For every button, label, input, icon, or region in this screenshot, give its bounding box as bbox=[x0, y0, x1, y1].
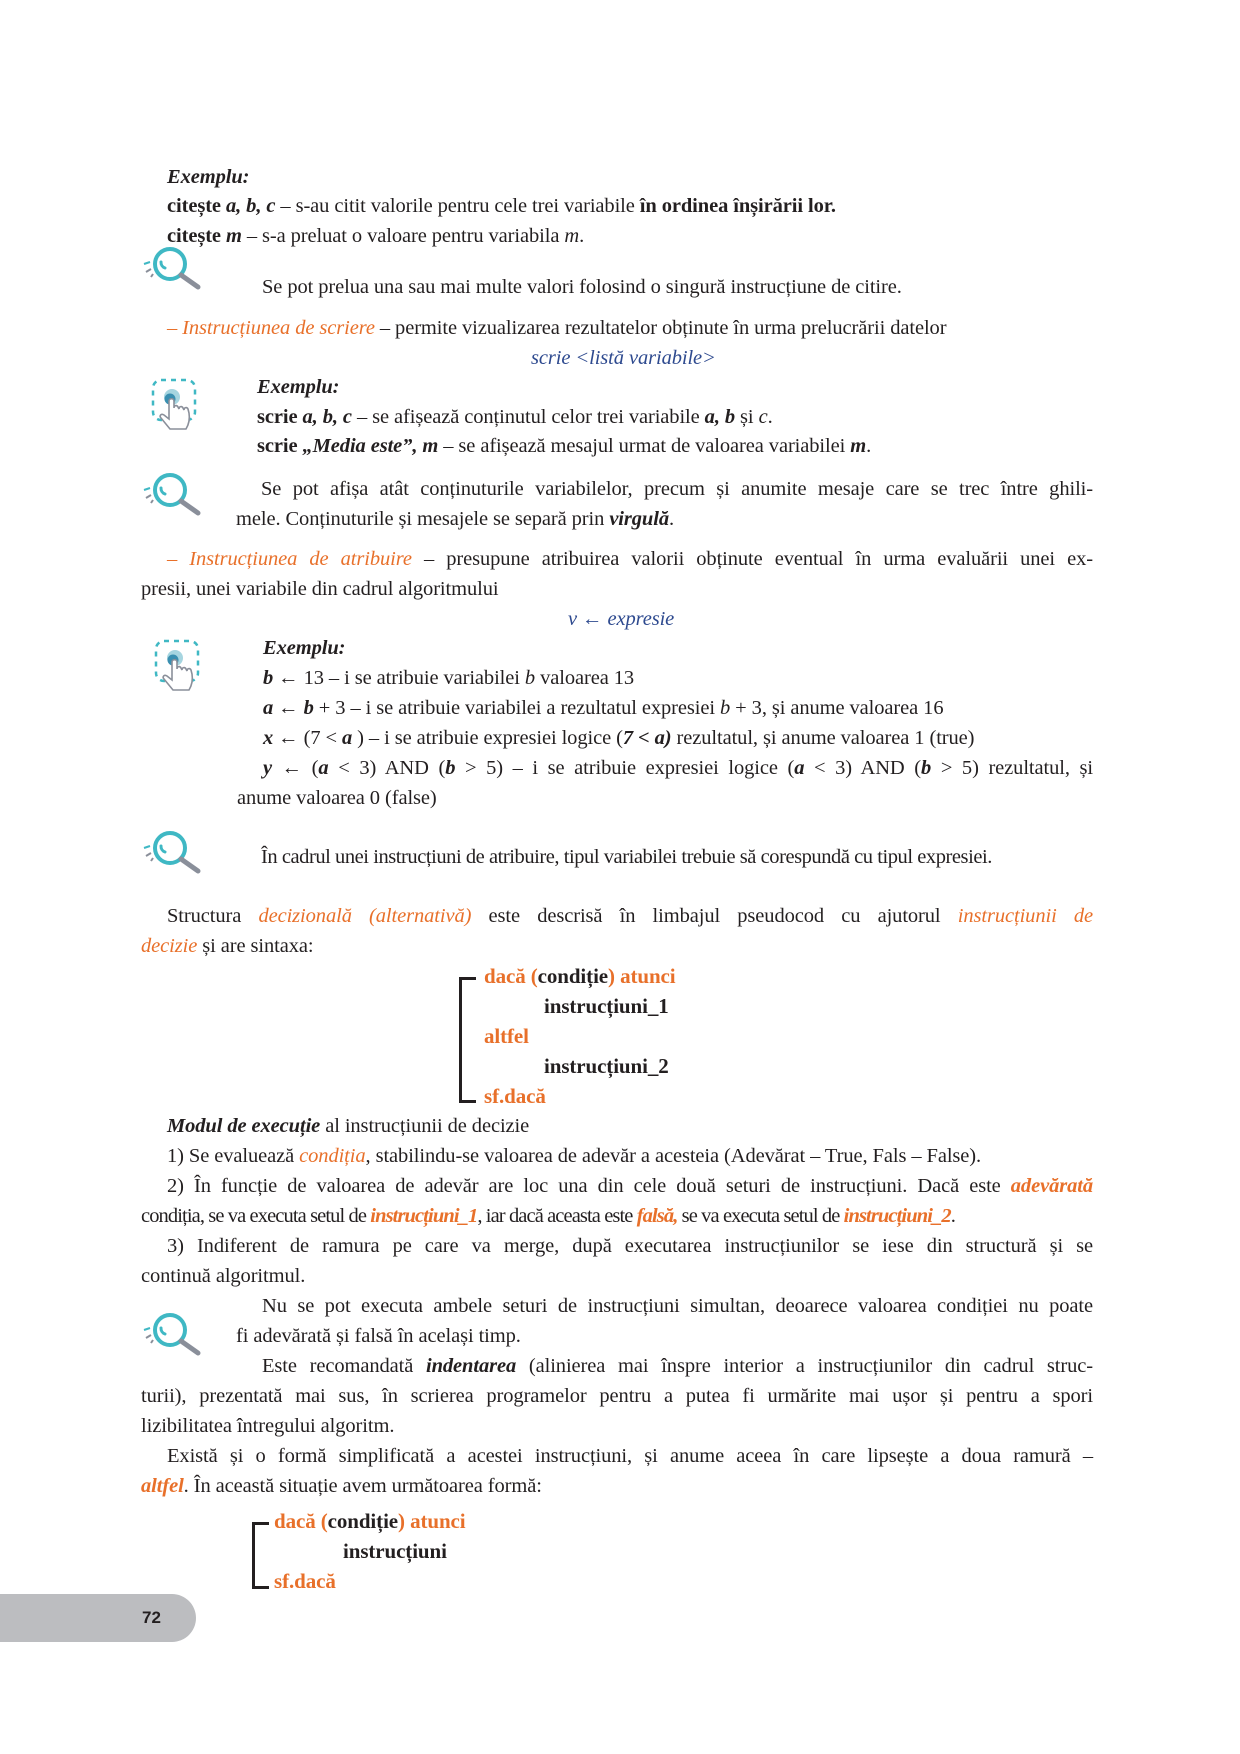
decision-intro-line-1: Structura decizională (alternativă) este descrisă în limbajul pseudocod cu ajutorul instrucțiunii de bbox=[167, 905, 1093, 927]
write-note-line-2: mele. Conținuturile și mesajele se separă prin virgulă. bbox=[236, 508, 675, 530]
assign-example-4-line-1: y ← (a < 3) AND (b > 5) – i se atribuie expresiei logice (a < 3) AND (b > 5) rezultatul, și bbox=[263, 757, 1093, 779]
simple-syntax-bracket bbox=[252, 1522, 269, 1589]
syntax-else: altfel bbox=[484, 1024, 529, 1048]
assign-note: În cadrul unei instrucțiuni de atribuire, tipul variabilei trebuie să corespundă cu tipul expresiei. bbox=[261, 846, 992, 868]
simple-syntax-end: sf.dacă bbox=[274, 1569, 336, 1593]
example-label: Exemplu: bbox=[263, 637, 346, 659]
decision-note-1-line-1: Nu se pot executa ambele seturi de instrucțiuni simultan, deoarece valoarea condiției nu poate bbox=[262, 1295, 1093, 1317]
decision-intro-line-2: decizie și are sintaxa: bbox=[141, 935, 314, 957]
assign-example-4-line-2: anume valoarea 0 (false) bbox=[237, 787, 437, 809]
magnifier-icon bbox=[140, 470, 210, 518]
assign-syntax: v ← expresie bbox=[568, 608, 675, 630]
exec-step-3-line-2: continuă algoritmul. bbox=[141, 1265, 306, 1287]
simple-syntax-body: instrucțiuni bbox=[343, 1539, 447, 1563]
example-label: Exemplu: bbox=[167, 166, 250, 188]
syntax-end: sf.dacă bbox=[484, 1084, 546, 1108]
assign-example-3: x ← (7 < a ) – i se atribuie expresiei logice (7 < a) rezultatul, și anume valoarea 1 (true) bbox=[263, 727, 975, 749]
write-section-heading: – Instrucțiunea de scriere – permite vizualizarea rezultatelor obținute în urma prelucrării datelor bbox=[167, 317, 947, 339]
example-label: Exemplu: bbox=[257, 376, 340, 398]
simple-syntax-if-line: dacă (condiție) atunci bbox=[274, 1509, 466, 1533]
simple-form-line-1: Există și o formă simplificată a acestei instrucțiuni, și anume aceea în care lipsește a doua ramură – bbox=[167, 1445, 1093, 1467]
write-syntax: scrie <listă variabile> bbox=[531, 347, 716, 369]
syntax-bracket bbox=[459, 977, 476, 1103]
page-number: 72 bbox=[142, 1608, 161, 1627]
exec-mode-title: Modul de execuție al instrucțiunii de decizie bbox=[167, 1115, 530, 1137]
write-example-line-1: scrie a, b, c – se afișează conținutul celor trei variabile a, b și c. bbox=[257, 406, 773, 428]
decision-note-2-line-1: Este recomandată indentarea (alinierea mai înspre interior a instrucțiunilor din cadrul struc- bbox=[262, 1355, 1093, 1377]
exec-step-3-line-1: 3) Indiferent de ramura pe care va merge, după executarea instrucțiunilor se iese din structură și se bbox=[167, 1235, 1093, 1257]
magnifier-icon bbox=[140, 828, 210, 876]
read-example-line-2: citește m – s-a preluat o valoare pentru variabila m. bbox=[167, 225, 585, 247]
magnifier-icon bbox=[140, 244, 210, 292]
assign-example-2: a ← b + 3 – i se atribuie variabilei a rezultatul expresiei b + 3, și anume valoarea 16 bbox=[263, 697, 944, 719]
assign-example-1: b ← 13 – i se atribuie variabilei b valoarea 13 bbox=[263, 667, 635, 689]
page-number-tab bbox=[0, 1594, 196, 1642]
syntax-if-line: dacă (condiție) atunci bbox=[484, 964, 676, 988]
read-note: Se pot prelua una sau mai multe valori folosind o singură instrucțiune de citire. bbox=[262, 276, 902, 298]
write-note-line-1: Se pot afișa atât conținuturile variabilelor, precum și anumite mesaje care se trec între ghili- bbox=[261, 478, 1093, 500]
decision-note-1-line-2: fi adevărată și falsă în același timp. bbox=[236, 1325, 521, 1347]
simple-form-line-2: altfel. În această situație avem următoarea formă: bbox=[141, 1475, 542, 1497]
assign-section-heading: – Instrucțiunea de atribuire – presupune atribuirea valorii obținute eventual în urma evaluării unei ex- bbox=[167, 548, 1093, 570]
exec-step-2-line-1: 2) În funcție de valoarea de adevăr are loc una din cele două seturi de instrucțiuni. Dacă este adevărată bbox=[167, 1175, 1093, 1197]
decision-note-2-line-2: turii), prezentată mai sus, în scrierea programelor pentru a putea fi urmărite mai ușor și pentru a spori bbox=[141, 1385, 1093, 1407]
magnifier-icon bbox=[140, 1310, 210, 1358]
touch-hand-icon bbox=[150, 377, 200, 439]
touch-hand-icon bbox=[153, 638, 203, 700]
assign-desc-line-2: presii, unei variabile din cadrul algoritmului bbox=[141, 578, 499, 600]
read-example-line-1: citește a, b, c – s-au citit valorile pentru cele trei variabile în ordinea înșirării lor. bbox=[167, 195, 836, 217]
exec-step-2-line-2: condiția, se va executa setul de instrucțiuni_1, iar dacă aceasta este falsă, se va executa setul de instrucțiuni_2. bbox=[141, 1205, 955, 1227]
write-example-line-2: scrie „Media este”, m – se afișează mesajul urmat de valoarea variabilei m. bbox=[257, 435, 872, 457]
syntax-body-1: instrucțiuni_1 bbox=[544, 994, 669, 1018]
syntax-body-2: instrucțiuni_2 bbox=[544, 1054, 669, 1078]
decision-note-2-line-3: lizibilitatea întregului algoritm. bbox=[141, 1415, 395, 1437]
exec-step-1: 1) Se evaluează condiția, stabilindu-se valoarea de adevăr a acesteia (Adevărat – True, Fals – False). bbox=[167, 1145, 982, 1167]
